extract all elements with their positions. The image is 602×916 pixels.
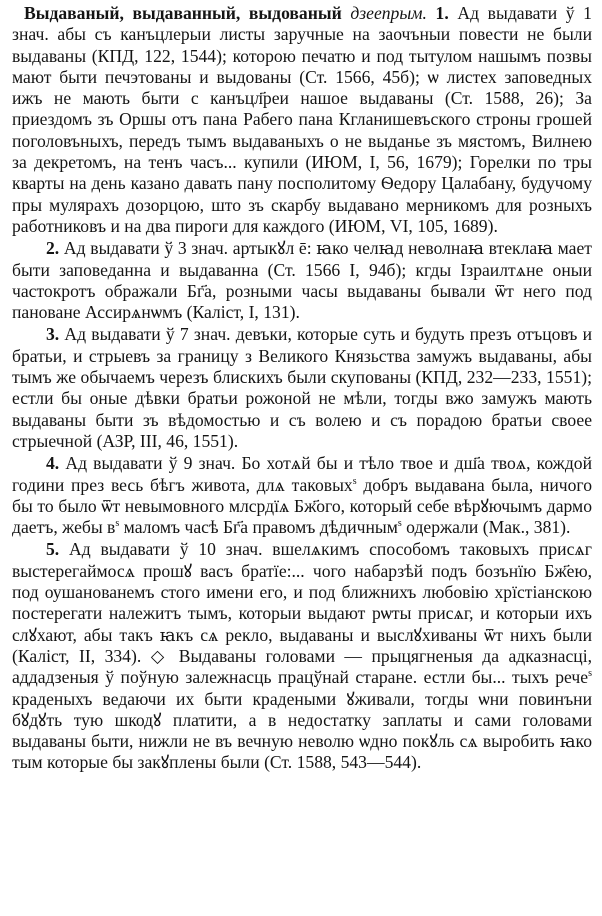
sense-number-4: 4. bbox=[46, 453, 60, 474]
entry-paragraph-3 bbox=[12, 324, 592, 452]
sense-number-1: 1. bbox=[435, 3, 449, 23]
sense-text-2: Ад выдавати ў 3 знач. артыкꙋл ē: ꙗко челꙗд неволнаꙗ втеклаꙗ мает быти заповеданна и выдаванна (Ст. 1566 I, 94б); кгды Ізраилтѧне оныи частокротъ ображали Бг҃а, розными часы выдаваны бывали ѿт него под пановане Ассирѧнѡмъ (Калiст, I, 131). bbox=[12, 238, 592, 323]
sense-number-3: 3. bbox=[46, 324, 60, 345]
sense-text-5a: Ад выдавати ў 10 знач. вшелѧкимъ способомъ таковыхъ присѧг выстерегаймосѧ прошꙋ васъ братїе:... чого набарзѣй подъ бозънїю Бж҃ею, под оушанованемъ стого имени его, и под ближнихъ любовiю хрїстiанскою постерегати належитъ тымъ, которыи выдают рѡты присѧг, и которыи ихъ слꙋхают, абы такъ ꙗкъ сѧ рекло, выдаваны и выслꙋхиваны ѿт нихъ были (Калiст, II, 334). ◇ Выдаваны головами — прыцягненыя да адказнасці, аддадзеныя ў поўную залежнасць працўнай старане. естли бы... тыхъ рече bbox=[12, 539, 592, 688]
entry-paragraph-4 bbox=[12, 453, 592, 538]
sense-text-5b: краденыхъ ведаючи их быти крадеными ꙋживали, тогды ѡни повинъни бꙋдꙋть тую шкодꙋ платити, а в недостатку заплаты и сами головами выдаваны быти, нижли не въ вечную неволю ѡдно покꙋль сѧ выробить ꙗко тым которые бы закꙋплены были (Ст. 1588, 543—544). bbox=[12, 688, 592, 773]
superscript-mark: ѕ bbox=[115, 518, 120, 530]
sense-text-1: Ад выдавати ў 1 знач. абы съ канъцлерыи листы заручные на заочъныи повести не были выдаваны (КПД, 122, 1544); которою печатю и под тытулом нашымъ позвы мают быти печэтованы и выдованы (Ст. 1566, 45б); ѡ листех заповедных ижъ не мають быти с канъцл҃реи нашое выдаваны (Ст. 1588, 26); За приездомъ зъ Оршы отъ пана Рабего пана Кгланишевъского строны грошей поголовъныхъ, передъ тымъ выдаваныхъ о не выданье зъ мястомъ, Вилнею за декретомъ, на тенъ часъ... купили (ИЮМ, I, 56, 1679); Горелки по тры кварты на день казано давать пану посполитому Ѳедору Цалабану, будучому пры мулярахъ дозорцою, што зъ скарбу выдавано мерникомъ для розныхъ работниковъ и на два пироги для каждого (ИЮМ, VI, 105, 1689). bbox=[12, 3, 592, 236]
sense-number-2: 2. bbox=[46, 238, 60, 259]
sense-text-4a: Ад выдавати ў 9 знач. Бо хотѧй бы и тѣло твое и дш҃а твоѧ, кождой години през весь бѣгъ живота, длѧ таковых bbox=[12, 453, 593, 495]
part-of-speech: дзеепрым. bbox=[350, 3, 427, 23]
superscript-mark: ѕ bbox=[397, 518, 402, 530]
sense-text-4b: добръ выдавана была, ничого бы то было ѿт невымовного млсрдїѧ Бж҃ого, который себе вѣрꙋючымъ дармо даетъ, жебы в bbox=[12, 474, 592, 538]
sense-text-4d: одержали (Мак., 381). bbox=[401, 517, 571, 538]
entry-paragraph-1 bbox=[12, 3, 592, 237]
superscript-mark: ѕ bbox=[352, 475, 357, 487]
entry-paragraph-2 bbox=[12, 238, 592, 323]
sense-text-3: Ад выдавати ў 7 знач. девъки, которые суть и будуть презъ отъцовъ и братьи, и стрыевъ за границу з Великого Князьства замужъ выдаваны, абы тымъ же обычаемъ черезъ блискихъ были скупованы (КПД, 232—233, 1551); естли бы оные дѣвки братьи рожоной не мѣли, тогды вжо замужъ мають выдаваны быти зъ вѣдомостью и съ волею и съ порадою братьи своее стрыечной (АЗР, III, 46, 1551). bbox=[12, 324, 592, 451]
superscript-mark: ѕ bbox=[588, 668, 592, 680]
sense-text-4c: маломъ часѣ Бг҃а правомъ дѣдичным bbox=[119, 517, 398, 538]
entry-paragraph-5 bbox=[12, 539, 592, 773]
headword: Выдаваный, выдаванный, выдованый bbox=[24, 3, 342, 23]
sense-number-5: 5. bbox=[46, 539, 60, 560]
